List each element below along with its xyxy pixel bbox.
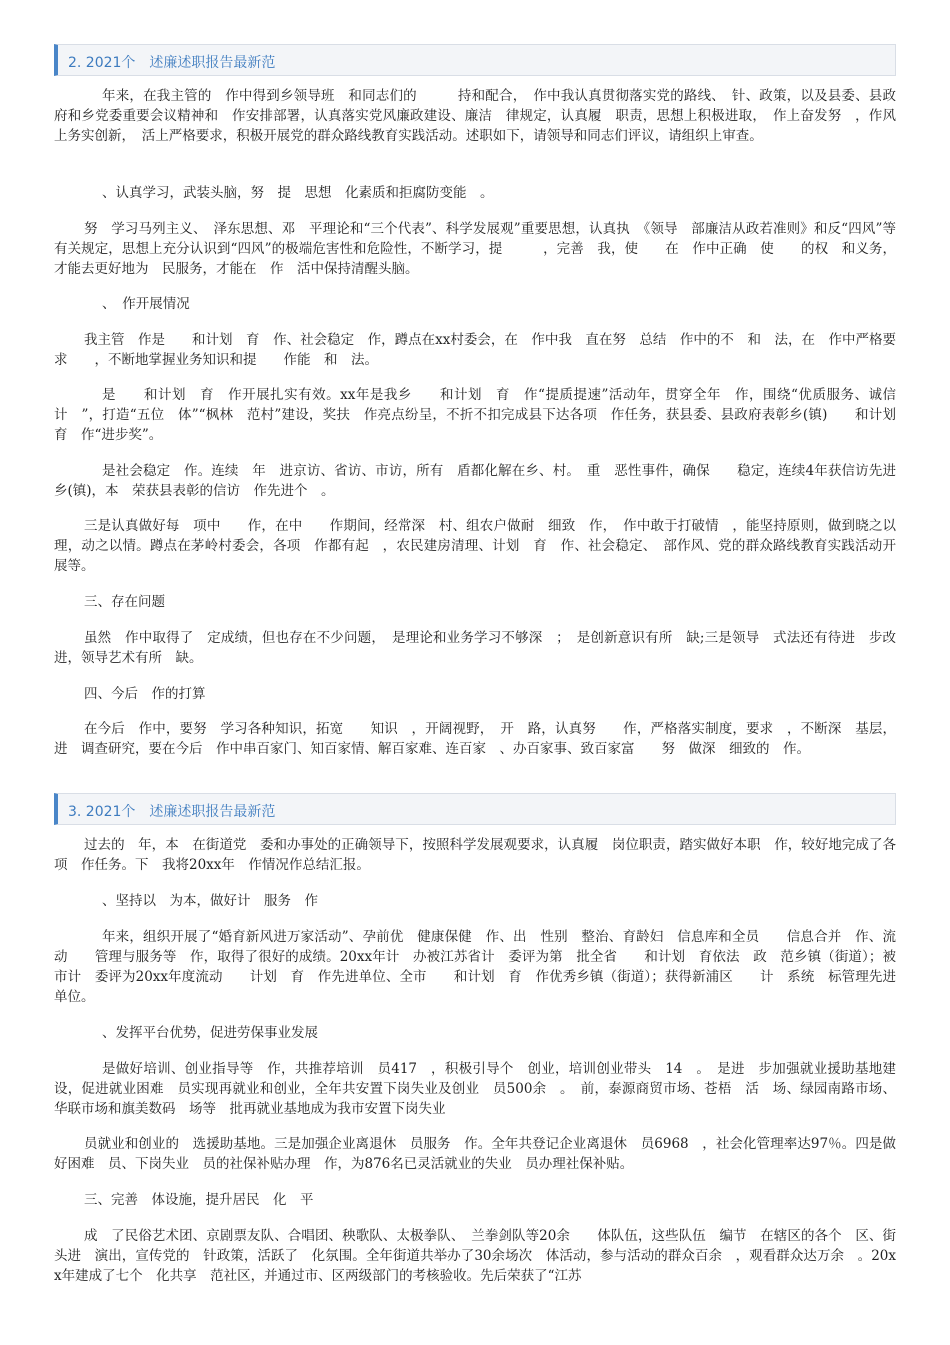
section-title: 3. 2021个 述廉述职报告最新范 [68, 804, 276, 820]
paragraph: 年来，在我主管的 作中得到乡领导班 和同志们的 持和配合， 作中我认真贯彻落实党的路线、 针、政策，以及县委、县政府和乡党委重要会议精神和 作安排部署，认真落实党风廉政建设、廉洁 律规定，认真履 职责，思想上积极进取， 作上奋发努 ，作风上务实创新， 活上严格要求，积极开展党的群众路线教育实践活动。述职如下，请领导和同志们评议，请组织上审查。 [54, 88, 896, 144]
paragraph: 我主管 作是 和计划 育 作、社会稳定 作，蹲点在xx村委会，在 作中我 直在努 总结 作中的不 和 法，在 作中严格要求 ，不断地掌握业务知识和提 作能 和 法。 [54, 332, 896, 368]
paragraph: 员就业和创业的 选援助基地。三是加强企业离退休 员服务 作。全年共登记企业离退休 员6968 ，社会化管理率达97％。四是做好困难 员、下岗失业 员的社保补贴办理 作，为876名已灵活就业的失业 员办理社保补贴。 [54, 1136, 896, 1172]
section-heading [54, 44, 896, 76]
paragraph: 虽然 作中取得了 定成绩，但也存在不少问题， 是理论和业务学习不够深 ； 是创新意识有所 缺;三是领导 式法还有待进 步改进，领导艺术有所 缺。 [54, 630, 896, 666]
paragraph: 是做好培训、创业指导等 作，共推荐培训 员417 ，积极引导个 创业，培训创业带头 14 。 是进 步加强就业援助基地建设，促进就业困难 员实现再就业和创业，全年共安置下岗失业及创业 员500余 。 前，泰源商贸市场、苍梧 活 场、绿园南路市场、华联市场和旗美数码 场等 批再就业基地成为我市安置下岗失业 [54, 1061, 896, 1117]
paragraph: 努 学习马列主义、 泽东思想、邓 平理论和“三个代表”、科学发展观”重要思想，认真执 《领导 部廉洁从政若准则》和反“四风”等有关规定，思想上充分认识到“四风”的极端危害性和危险性，不断学习，提 ，完善 我，使 在 作中正确 使 的权 和义务，才能去更好地为 民服务，才能在 作 活中保持清醒头脑。 [54, 221, 896, 277]
paragraph: 成 了民俗艺术团、京剧票友队、合唱团、秧歌队、太极拳队、 兰拳剑队等20余 体队伍，这些队伍 编节 在辖区的各个 区、街头进 演出，宣传党的 针政策，活跃了 化氛围。全年街道共举办了30余场次 体活动，参与活动的群众百余 ，观看群众达万余 。20xx年建成了七个 化共享 范社区，并通过市、区两级部门的考核验收。先后荣获了“江苏 [54, 1228, 896, 1284]
section-title: 2. 2021个 述廉述职报告最新范 [68, 55, 276, 71]
subheading: 、认真学习，武装头脑，努 提 思想 化素质和拒腐防变能 。 [102, 185, 494, 201]
subheading: 、 作开展情况 [102, 296, 190, 312]
subheading: 、坚持以 为本，做好计 服务 作 [102, 893, 318, 909]
paragraph: 过去的 年，本 在街道党 委和办事处的正确领导下，按照科学发展观要求，认真履 岗位职责，踏实做好本职 作，较好地完成了各项 作任务。下 我将20xx年 作情况作总结汇报。 [54, 837, 896, 873]
subheading: 三、存在问题 [84, 594, 165, 610]
paragraph: 是社会稳定 作。连续 年 进京访、省访、市访，所有 盾都化解在乡、村。 重 恶性事件，确保 稳定，连续4年获信访先进乡(镇)，本 荣获县表彰的信访 作先进个 。 [54, 463, 896, 499]
paragraph: 年来，组织开展了“婚育新风进万家活动”、孕前优 健康保健 作、出 性别 整治、育龄妇 信息库和全员 信息合并 作、流动 管理与服务等 作，取得了很好的成绩。20xx年计 办被江苏省计 委评为第 批全省 和计划 育依法 政 范乡镇（街道）；被市计 委评为20xx年度流动 计划 育 作先进单位、全市 和计划 育 作优秀乡镇（街道）；获得新浦区 计 系统 标管理先进单位。 [54, 929, 896, 1005]
paragraph: 是 和计划 育 作开展扎实有效。xx年是我乡 和计划 育 作“提质提速”活动年，贯穿全年 作，围绕“优质服务、诚信计 ”，打造“五位 体”“枫林 范村”建设，奖扶 作亮点纷呈，不折不扣完成县下达各项 作任务，获县委、县政府表彰乡(镇) 和计划 育 作“进步奖”。 [54, 387, 910, 443]
subheading: 、发挥平台优势，促进劳保事业发展 [102, 1025, 318, 1041]
subheading: 四、今后 作的打算 [84, 686, 206, 702]
paragraph: 三是认真做好每 项中 作，在中 作期间，经常深 村、组农户做耐 细致 作， 作中敢于打破情 ，能坚持原则，做到晓之以理，动之以情。蹲点在茅岭村委会，各项 作都有起 ，农民建房清理、计划 育 作、社会稳定、 部作风、党的群众路线教育实践活动开展等。 [54, 518, 896, 574]
section-heading [54, 793, 896, 825]
paragraph: 在今后 作中，要努 学习各种知识，拓宽 知识 ，开阔视野， 开 路，认真努 作，严格落实制度，要求 ，不断深 基层，进 调查研究，要在今后 作中串百家门、知百家情、解百家难、连百家 、办百家事、致百家富 努 做深 细致的 作。 [54, 721, 896, 757]
subheading: 三、完善 体设施，提升居民 化 平 [84, 1192, 314, 1208]
